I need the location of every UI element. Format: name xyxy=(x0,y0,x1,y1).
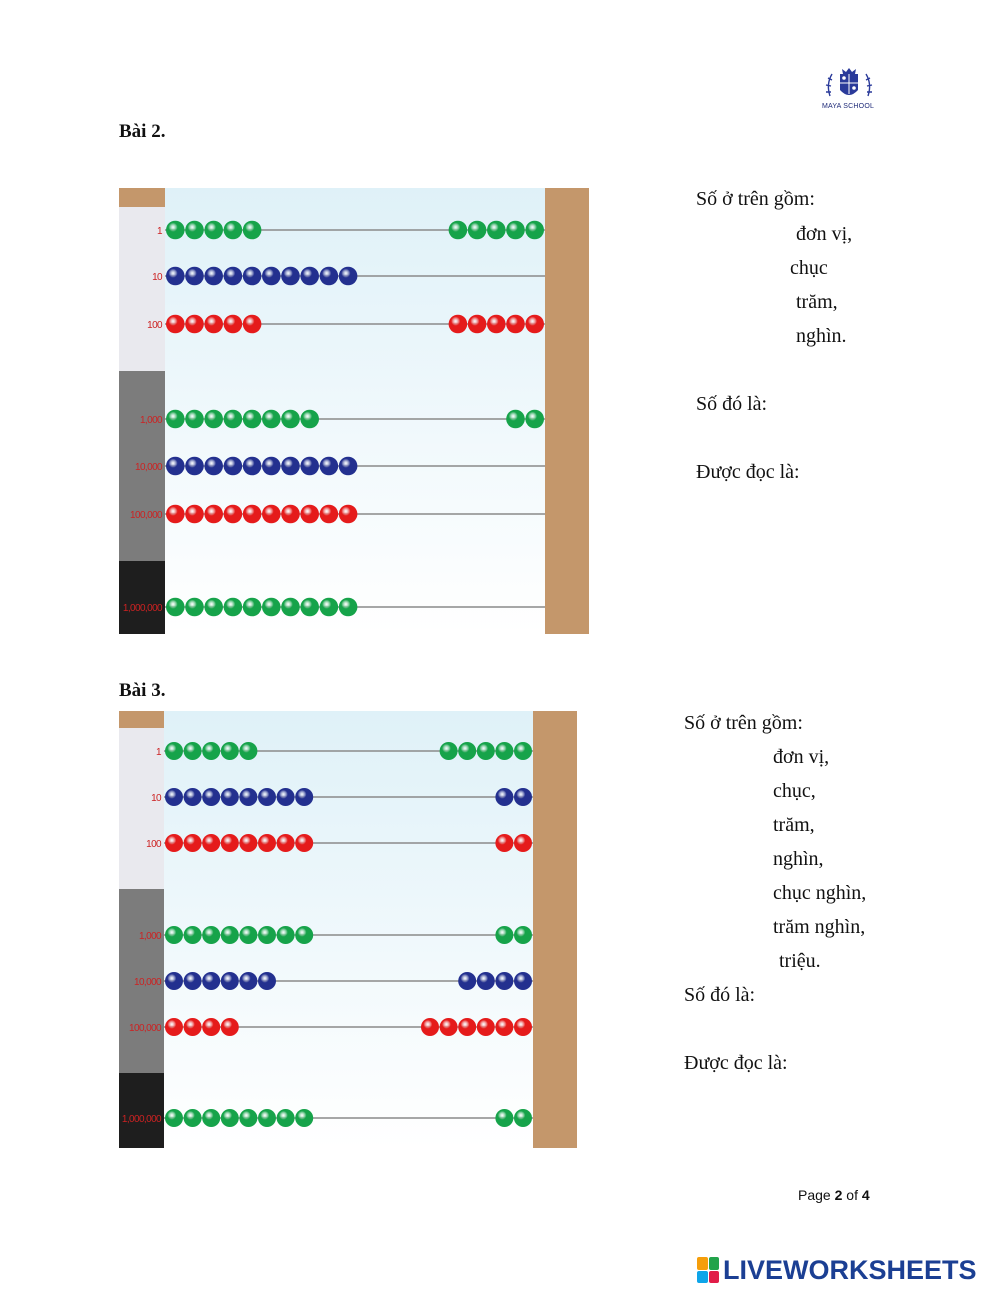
abacus-bead xyxy=(300,457,319,476)
abacus-bead xyxy=(525,221,544,240)
abacus-bead xyxy=(458,1018,476,1036)
abacus-bead xyxy=(221,1018,239,1036)
abacus-bead xyxy=(243,267,262,286)
abacus-bead xyxy=(258,926,276,944)
abacus-bead xyxy=(277,834,295,852)
abacus-bead xyxy=(221,742,239,760)
abacus-right-wood xyxy=(533,711,577,1148)
abacus-bead xyxy=(243,410,262,429)
abacus-bead xyxy=(281,598,300,617)
liveworksheets-icon xyxy=(697,1257,719,1283)
ex3-intro: Số ở trên gồm: xyxy=(684,712,803,734)
ex2-unit-tens: chục xyxy=(790,257,828,279)
abacus-bead xyxy=(185,315,204,334)
abacus-bead xyxy=(184,926,202,944)
abacus-bead xyxy=(277,1109,295,1127)
abacus-bead xyxy=(204,410,223,429)
abacus-bead xyxy=(165,972,183,990)
abacus-bead xyxy=(320,267,339,286)
abacus-bead xyxy=(239,1109,257,1127)
abacus-bead xyxy=(224,315,243,334)
abacus-bead xyxy=(300,267,319,286)
abacus-bead xyxy=(300,598,319,617)
abacus-bead xyxy=(300,505,319,524)
ex3-unit-hundreds: trăm, xyxy=(773,814,815,836)
abacus-bead xyxy=(202,1109,220,1127)
abacus-bead xyxy=(239,742,257,760)
abacus-top-wood xyxy=(119,711,164,728)
abacus-bead xyxy=(320,505,339,524)
liveworksheets-wordmark: LIVEWORKSHEETS xyxy=(723,1254,977,1285)
abacus-bead xyxy=(281,410,300,429)
abacus-bead xyxy=(440,1018,458,1036)
abacus-bead xyxy=(262,410,281,429)
abacus-bead xyxy=(262,505,281,524)
abacus-bead xyxy=(440,742,458,760)
abacus-bead xyxy=(339,598,358,617)
abacus-label-band-3 xyxy=(119,1073,164,1148)
abacus-bead xyxy=(525,315,544,334)
abacus-bead xyxy=(224,267,243,286)
abacus-bead xyxy=(468,221,487,240)
page-number: 2 xyxy=(834,1187,843,1203)
abacus-bead xyxy=(224,598,243,617)
abacus-bead xyxy=(165,1109,183,1127)
ex3-unit-millions: triệu. xyxy=(779,950,821,972)
abacus-bead xyxy=(281,457,300,476)
abacus-place-label: 100,000 xyxy=(129,1023,161,1034)
abacus-bead xyxy=(514,834,532,852)
school-logo-text: MAYA SCHOOL xyxy=(821,103,875,110)
abacus-bead xyxy=(221,972,239,990)
abacus-bead xyxy=(487,221,506,240)
abacus-bead xyxy=(224,410,243,429)
abacus-bead xyxy=(262,457,281,476)
abacus-bead xyxy=(295,834,313,852)
abacus-bead xyxy=(202,834,220,852)
abacus-place-label: 10 xyxy=(151,793,161,804)
ex2-intro: Số ở trên gồm: xyxy=(696,188,815,210)
abacus-bead xyxy=(166,410,185,429)
abacus-bead xyxy=(514,972,532,990)
abacus-bead xyxy=(243,315,262,334)
abacus-bead xyxy=(449,315,468,334)
abacus-bead xyxy=(339,267,358,286)
abacus-place-label: 10,000 xyxy=(134,977,161,988)
page-word: Page xyxy=(798,1187,831,1203)
abacus-place-label: 10 xyxy=(152,272,162,283)
abacus-bead xyxy=(339,505,358,524)
abacus-bead xyxy=(477,972,495,990)
abacus-place-label: 1 xyxy=(156,747,161,758)
abacus-bead xyxy=(166,457,185,476)
abacus-bead xyxy=(204,457,223,476)
ex3-unit-ten-thousands: chục nghìn, xyxy=(773,882,867,904)
abacus-bead xyxy=(339,457,358,476)
abacus-bead xyxy=(185,410,204,429)
abacus-bead xyxy=(506,221,525,240)
ex2-unit-thousands: nghìn. xyxy=(796,325,847,347)
abacus-bead xyxy=(202,972,220,990)
abacus-bead xyxy=(185,267,204,286)
abacus-bead xyxy=(495,926,513,944)
exercise-3-heading: Bài 3. xyxy=(119,680,166,701)
abacus-place-label: 1,000 xyxy=(138,931,161,942)
abacus-bead xyxy=(295,926,313,944)
abacus-bead xyxy=(495,834,513,852)
abacus-bead xyxy=(166,598,185,617)
abacus-bead xyxy=(514,742,532,760)
abacus-bead xyxy=(477,1018,495,1036)
abacus-bead xyxy=(221,926,239,944)
abacus-bead xyxy=(262,267,281,286)
abacus-bead xyxy=(320,598,339,617)
abacus-bead xyxy=(525,410,544,429)
abacus-bead xyxy=(239,926,257,944)
abacus-bead xyxy=(281,505,300,524)
abacus-bead xyxy=(224,221,243,240)
abacus-bead xyxy=(224,505,243,524)
abacus-bead xyxy=(243,221,262,240)
abacus-bead xyxy=(281,267,300,286)
abacus-bead xyxy=(184,972,202,990)
ex2-unit-hundreds: trăm, xyxy=(796,291,838,313)
abacus-bead xyxy=(185,457,204,476)
abacus-bead xyxy=(204,267,223,286)
abacus-bead xyxy=(184,834,202,852)
abacus-bead xyxy=(506,410,525,429)
abacus-bead xyxy=(514,1018,532,1036)
abacus-place-label: 100,000 xyxy=(130,510,162,521)
abacus-bead xyxy=(258,1109,276,1127)
ex3-unit-thousands: nghìn, xyxy=(773,848,824,870)
abacus-bead xyxy=(184,742,202,760)
abacus-bead xyxy=(202,788,220,806)
abacus-bead xyxy=(300,410,319,429)
abacus-bead xyxy=(514,1109,532,1127)
abacus-bead xyxy=(495,1109,513,1127)
abacus-bead xyxy=(166,267,185,286)
abacus-bead xyxy=(239,972,257,990)
abacus-bead xyxy=(221,1109,239,1127)
abacus-bead xyxy=(239,834,257,852)
abacus-right-wood xyxy=(545,188,589,634)
abacus-bead xyxy=(165,788,183,806)
abacus-place-label: 100 xyxy=(147,320,162,331)
abacus-bead xyxy=(204,221,223,240)
abacus-bead xyxy=(277,926,295,944)
abacus-bead xyxy=(185,598,204,617)
abacus-bead xyxy=(458,742,476,760)
abacus-bead xyxy=(495,742,513,760)
abacus-bead xyxy=(202,742,220,760)
abacus-bead xyxy=(202,1018,220,1036)
abacus-place-label: 1,000 xyxy=(139,415,162,426)
ex3-unit-tens: chục, xyxy=(773,780,816,802)
ex3-unit-ones: đơn vị, xyxy=(773,746,830,768)
abacus-bead xyxy=(184,1109,202,1127)
abacus-bead xyxy=(514,788,532,806)
ex2-unit-ones: đơn vị, xyxy=(796,223,853,245)
abacus-bead xyxy=(184,788,202,806)
abacus-bead xyxy=(185,221,204,240)
abacus-bead xyxy=(295,788,313,806)
abacus-bead xyxy=(221,788,239,806)
ex3-number-label: Số đó là: xyxy=(684,984,756,1006)
abacus-bead xyxy=(166,221,185,240)
abacus-bead xyxy=(506,315,525,334)
ex3-unit-hundred-thousands: trăm nghìn, xyxy=(773,916,866,938)
abacus-exercise-2 xyxy=(119,188,589,634)
abacus-bead xyxy=(224,457,243,476)
abacus-bead xyxy=(320,457,339,476)
abacus-bead xyxy=(239,788,257,806)
abacus-bead xyxy=(204,598,223,617)
abacus-bead xyxy=(468,315,487,334)
abacus-bead xyxy=(487,315,506,334)
abacus-bead xyxy=(243,457,262,476)
abacus-bead xyxy=(495,972,513,990)
abacus-bead xyxy=(204,505,223,524)
abacus-bead xyxy=(258,788,276,806)
abacus-place-label: 1 xyxy=(157,226,162,237)
abacus-bead xyxy=(165,1018,183,1036)
page-total: 4 xyxy=(861,1187,870,1203)
abacus-bead xyxy=(258,834,276,852)
abacus-bead xyxy=(165,834,183,852)
abacus-bead xyxy=(514,926,532,944)
exercise-2-heading: Bài 2. xyxy=(119,121,166,142)
ex2-number-label: Số đó là: xyxy=(696,393,768,415)
abacus-bead xyxy=(166,315,185,334)
abacus-bead xyxy=(204,315,223,334)
abacus-bead xyxy=(243,505,262,524)
abacus-bead xyxy=(458,972,476,990)
abacus-bead xyxy=(295,1109,313,1127)
abacus-place-label: 100 xyxy=(146,839,161,850)
abacus-bead xyxy=(202,926,220,944)
abacus-bead xyxy=(166,505,185,524)
abacus-bead xyxy=(449,221,468,240)
abacus-top-wood xyxy=(119,188,165,207)
abacus-bead xyxy=(477,742,495,760)
of-word: of xyxy=(846,1187,858,1203)
liveworksheets-brand xyxy=(697,1254,977,1286)
abacus-place-label: 10,000 xyxy=(135,462,162,473)
abacus-bead xyxy=(277,788,295,806)
abacus-place-label: 1,000,000 xyxy=(122,603,162,614)
abacus-bead xyxy=(262,598,281,617)
page-indicator xyxy=(798,1187,870,1203)
abacus-bead xyxy=(185,505,204,524)
abacus-bead xyxy=(184,1018,202,1036)
abacus-bead xyxy=(165,926,183,944)
abacus-bead xyxy=(421,1018,439,1036)
abacus-bead xyxy=(495,788,513,806)
abacus-bead xyxy=(258,972,276,990)
abacus-bead xyxy=(243,598,262,617)
abacus-bead xyxy=(165,742,183,760)
abacus-place-label: 1,000,000 xyxy=(121,1114,161,1125)
ex2-read-label: Được đọc là: xyxy=(696,461,800,483)
abacus-label-band-3 xyxy=(119,561,165,634)
abacus-bead xyxy=(495,1018,513,1036)
abacus-bead xyxy=(221,834,239,852)
abacus-exercise-3 xyxy=(119,711,577,1148)
ex3-read-label: Được đọc là: xyxy=(684,1052,788,1074)
